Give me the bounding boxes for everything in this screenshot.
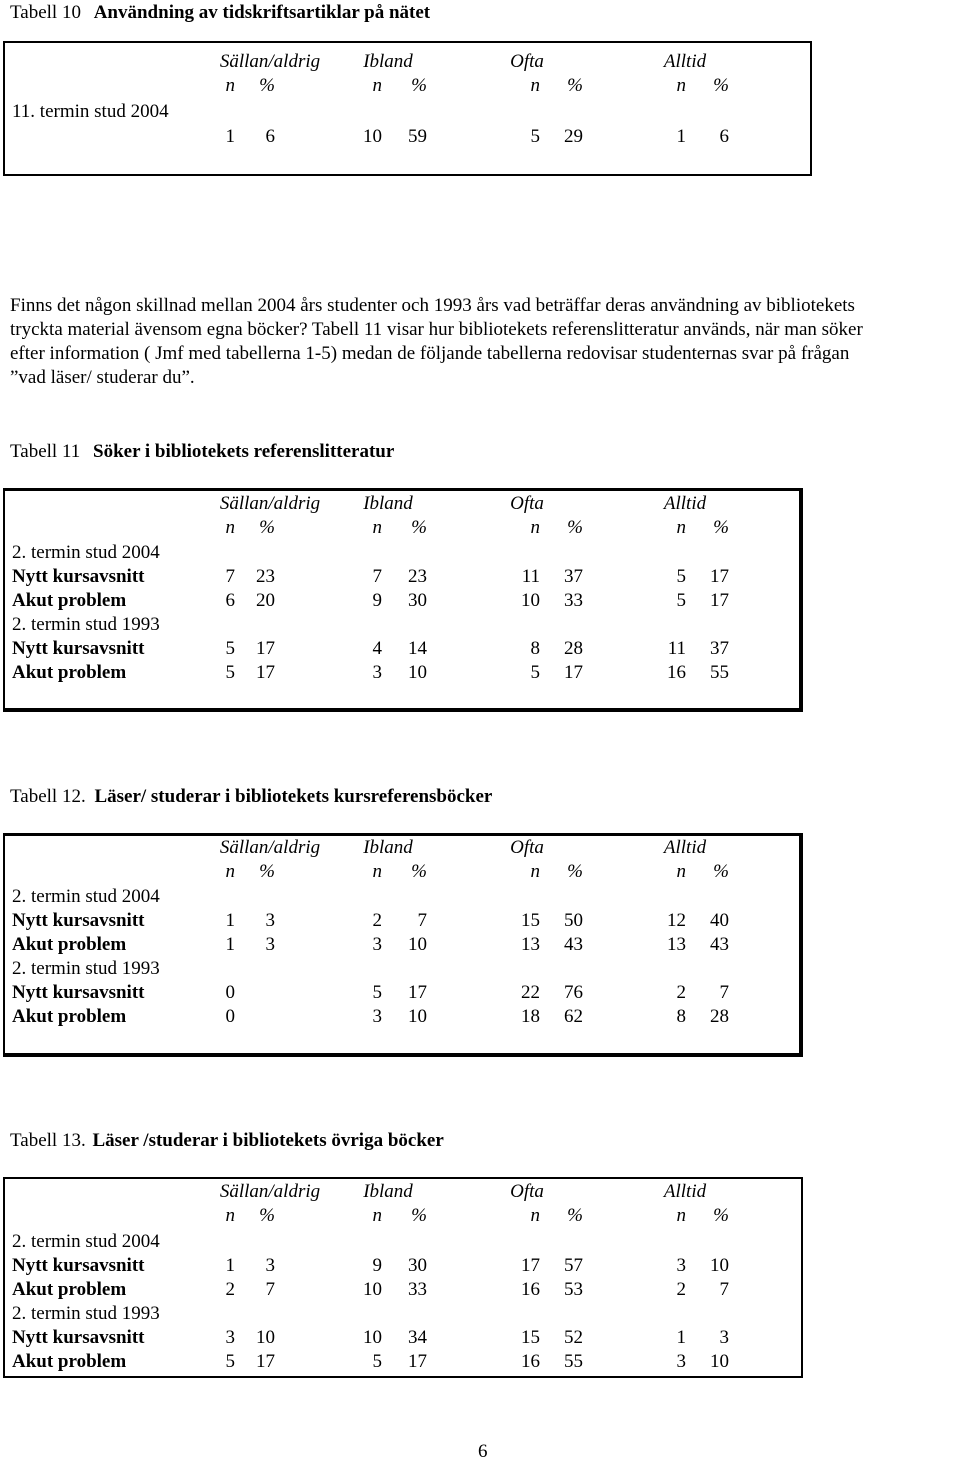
caption-title: Söker i bibliotekets referenslitteratur	[93, 441, 395, 462]
table-10-caption	[10, 1, 430, 25]
table-cell: 11	[667, 638, 686, 659]
table-cell: 2	[676, 982, 686, 1003]
column-header: Sällan/aldrig	[219, 837, 321, 858]
table-cell: 6	[719, 126, 729, 147]
table-cell: 10	[408, 662, 427, 683]
table-cell: 37	[710, 638, 729, 659]
row-label: Akut problem	[12, 662, 127, 683]
column-header: Alltid	[663, 837, 707, 858]
unit-header: %	[567, 861, 583, 882]
table-cell: 1	[225, 126, 235, 147]
unit-header: %	[259, 75, 275, 96]
caption-prefix: Tabell 11	[10, 441, 81, 462]
caption-title: Läser /studerar i bibliotekets övriga böcker	[92, 1130, 444, 1151]
table-cell: 2	[372, 910, 382, 931]
table-cell: 10	[710, 1255, 729, 1276]
row-label: Akut problem	[12, 1006, 127, 1027]
table-cell: 3	[719, 1327, 729, 1348]
paragraph-line: Finns det någon skillnad mellan 2004 års studenter och 1993 års vad beträffar deras användning av bibliotekets	[10, 295, 855, 316]
table-cell: 17	[408, 982, 427, 1003]
caption-title: Användning av tidskriftsartiklar på nätet	[93, 2, 431, 23]
table-cell: 8	[676, 1006, 686, 1027]
row-label: Akut problem	[12, 934, 127, 955]
unit-header: n	[530, 75, 540, 96]
table-cell: 13	[667, 934, 686, 955]
row-label: Nytt kursavsnitt	[12, 982, 145, 1003]
column-header: Ofta	[510, 1181, 544, 1202]
row-label: 2. termin stud 1993	[12, 614, 160, 635]
table-cell: 3	[225, 1327, 235, 1348]
unit-header: n	[676, 1205, 686, 1226]
table-cell: 1	[225, 1255, 235, 1276]
table-cell: 16	[521, 1279, 540, 1300]
row-label: Nytt kursavsnitt	[12, 1255, 145, 1276]
table-cell: 23	[408, 566, 427, 587]
table-cell: 50	[564, 910, 583, 931]
table-cell: 52	[564, 1327, 583, 1348]
row-label: Akut problem	[12, 1279, 127, 1300]
unit-header: %	[411, 861, 427, 882]
table-cell: 29	[564, 126, 583, 147]
table-cell: 16	[667, 662, 686, 683]
column-header: Ibland	[363, 493, 413, 514]
table-11-caption	[10, 440, 394, 464]
column-header: Ofta	[510, 837, 544, 858]
column-header: Ofta	[510, 51, 544, 72]
row-label: 2. termin stud 1993	[12, 1303, 160, 1324]
table-cell: 9	[372, 1255, 382, 1276]
table-cell: 10	[363, 126, 382, 147]
table-cell: 3	[265, 910, 275, 931]
table-cell: 17	[256, 662, 275, 683]
table-cell: 30	[408, 1255, 427, 1276]
unit-header: %	[713, 861, 729, 882]
table-cell: 6	[225, 590, 235, 611]
unit-header: n	[225, 75, 235, 96]
paragraph-line: ”vad läser/ studerar du”.	[10, 367, 195, 388]
table-cell: 12	[667, 910, 686, 931]
table-cell: 9	[372, 590, 382, 611]
unit-header: %	[567, 1205, 583, 1226]
table-cell: 17	[256, 638, 275, 659]
unit-header: n	[676, 517, 686, 538]
table-cell: 5	[225, 638, 235, 659]
table-cell: 8	[530, 638, 540, 659]
unit-header: n	[530, 861, 540, 882]
table-cell: 5	[372, 982, 382, 1003]
column-header: Sällan/aldrig	[219, 51, 321, 72]
table-cell: 7	[265, 1279, 275, 1300]
table-cell: 34	[408, 1327, 427, 1348]
unit-header: n	[372, 1205, 382, 1226]
table-cell: 55	[710, 662, 729, 683]
caption-prefix: Tabell 12.	[10, 786, 86, 807]
unit-header: %	[567, 75, 583, 96]
row-label: Akut problem	[12, 590, 127, 611]
table-cell: 7	[225, 566, 235, 587]
unit-header: %	[259, 1205, 275, 1226]
table-cell: 2	[676, 1279, 686, 1300]
table-cell: 5	[225, 1351, 235, 1372]
row-label: 2. termin stud 2004	[12, 542, 160, 563]
unit-header: %	[259, 861, 275, 882]
row-label: 2. termin stud 1993	[12, 958, 160, 979]
table-cell: 7	[417, 910, 427, 931]
unit-header: n	[372, 517, 382, 538]
caption-prefix: Tabell 10	[10, 2, 81, 23]
row-label: Nytt kursavsnitt	[12, 1327, 145, 1348]
caption-prefix: Tabell 13.	[10, 1130, 86, 1151]
table-cell: 10	[363, 1279, 382, 1300]
column-header: Alltid	[663, 51, 707, 72]
table-cell: 4	[372, 638, 382, 659]
table-cell: 7	[719, 1279, 729, 1300]
paragraph-line: efter information ( Jmf med tabellerna 1-5) medan de följande tabellerna redovisar studenternas svar på frågan	[10, 343, 850, 364]
table-cell: 40	[710, 910, 729, 931]
table-cell: 10	[363, 1327, 382, 1348]
table-cell: 37	[564, 566, 583, 587]
table-cell: 33	[564, 590, 583, 611]
table-cell: 30	[408, 590, 427, 611]
paragraph-line: tryckta material ävensom egna böcker? Tabell 11 visar hur bibliotekets referenslitteratur används, när man söker	[10, 319, 863, 340]
unit-header: %	[567, 517, 583, 538]
table-cell: 3	[372, 1006, 382, 1027]
table-cell: 23	[256, 566, 275, 587]
table-cell: 22	[521, 982, 540, 1003]
table-cell: 28	[564, 638, 583, 659]
table-cell: 5	[676, 590, 686, 611]
unit-header: n	[676, 75, 686, 96]
unit-header: %	[713, 517, 729, 538]
table-cell: 1	[225, 910, 235, 931]
table-cell: 1	[676, 1327, 686, 1348]
table-cell: 62	[564, 1006, 583, 1027]
table-cell: 17	[710, 590, 729, 611]
table-cell: 10	[521, 590, 540, 611]
unit-header: n	[372, 861, 382, 882]
column-header: Ibland	[363, 51, 413, 72]
table-cell: 20	[256, 590, 275, 611]
table-cell: 5	[225, 662, 235, 683]
column-header: Ofta	[510, 493, 544, 514]
body-paragraph	[10, 294, 955, 390]
table-cell: 6	[265, 126, 275, 147]
table-cell: 3	[676, 1351, 686, 1372]
table-cell: 10	[710, 1351, 729, 1372]
unit-header: n	[225, 517, 235, 538]
table-cell: 3	[265, 934, 275, 955]
table-cell: 11	[521, 566, 540, 587]
column-header: Alltid	[663, 493, 707, 514]
table-cell: 7	[719, 982, 729, 1003]
unit-header: n	[225, 861, 235, 882]
table-cell: 17	[564, 662, 583, 683]
table-cell: 43	[710, 934, 729, 955]
unit-header: %	[411, 1205, 427, 1226]
table-cell: 55	[564, 1351, 583, 1372]
table-cell: 5	[530, 126, 540, 147]
row-label: 2. termin stud 2004	[12, 886, 160, 907]
table-cell: 18	[521, 1006, 540, 1027]
unit-header: n	[372, 75, 382, 96]
unit-header: %	[713, 1205, 729, 1226]
table-cell: 16	[521, 1351, 540, 1372]
table-cell: 0	[225, 1006, 235, 1027]
table-cell: 17	[521, 1255, 540, 1276]
table-cell: 15	[521, 910, 540, 931]
table-12-caption	[10, 785, 492, 809]
table-cell: 10	[408, 934, 427, 955]
table-cell: 13	[521, 934, 540, 955]
unit-header: n	[530, 1205, 540, 1226]
caption-title: Läser/ studerar i bibliotekets kursreferensböcker	[94, 786, 493, 807]
row-label: 2. termin stud 2004	[12, 1231, 160, 1252]
table-cell: 1	[225, 934, 235, 955]
table-cell: 2	[225, 1279, 235, 1300]
table-cell: 59	[408, 126, 427, 147]
table-cell: 33	[408, 1279, 427, 1300]
table-cell: 28	[710, 1006, 729, 1027]
column-header: Ibland	[363, 837, 413, 858]
unit-header: %	[713, 75, 729, 96]
table-cell: 7	[372, 566, 382, 587]
table-cell: 17	[408, 1351, 427, 1372]
column-header: Ibland	[363, 1181, 413, 1202]
column-header: Alltid	[663, 1181, 707, 1202]
table-cell: 17	[256, 1351, 275, 1372]
table-cell: 10	[256, 1327, 275, 1348]
table-cell: 10	[408, 1006, 427, 1027]
row-label: Nytt kursavsnitt	[12, 910, 145, 931]
table-cell: 5	[372, 1351, 382, 1372]
table-cell: 43	[564, 934, 583, 955]
page-number: 6	[478, 1441, 488, 1462]
table-cell: 0	[225, 982, 235, 1003]
table-cell: 1	[676, 126, 686, 147]
column-header: Sällan/aldrig	[219, 1181, 321, 1202]
row-label: Nytt kursavsnitt	[12, 566, 145, 587]
unit-header: n	[225, 1205, 235, 1226]
table-cell: 3	[265, 1255, 275, 1276]
unit-header: %	[411, 517, 427, 538]
unit-header: n	[676, 861, 686, 882]
table-13-caption	[10, 1129, 444, 1153]
table-cell: 17	[710, 566, 729, 587]
table-cell: 57	[564, 1255, 583, 1276]
row-label: Akut problem	[12, 1351, 127, 1372]
table-cell: 3	[372, 934, 382, 955]
row-label: 11. termin stud 2004	[12, 101, 169, 122]
unit-header: n	[530, 517, 540, 538]
unit-header: %	[411, 75, 427, 96]
table-cell: 5	[530, 662, 540, 683]
table-cell: 15	[521, 1327, 540, 1348]
table-cell: 3	[372, 662, 382, 683]
table-cell: 76	[564, 982, 583, 1003]
column-header: Sällan/aldrig	[219, 493, 321, 514]
unit-header: %	[259, 517, 275, 538]
table-cell: 5	[676, 566, 686, 587]
table-cell: 3	[676, 1255, 686, 1276]
table-cell: 14	[408, 638, 427, 659]
row-label: Nytt kursavsnitt	[12, 638, 145, 659]
table-cell: 53	[564, 1279, 583, 1300]
